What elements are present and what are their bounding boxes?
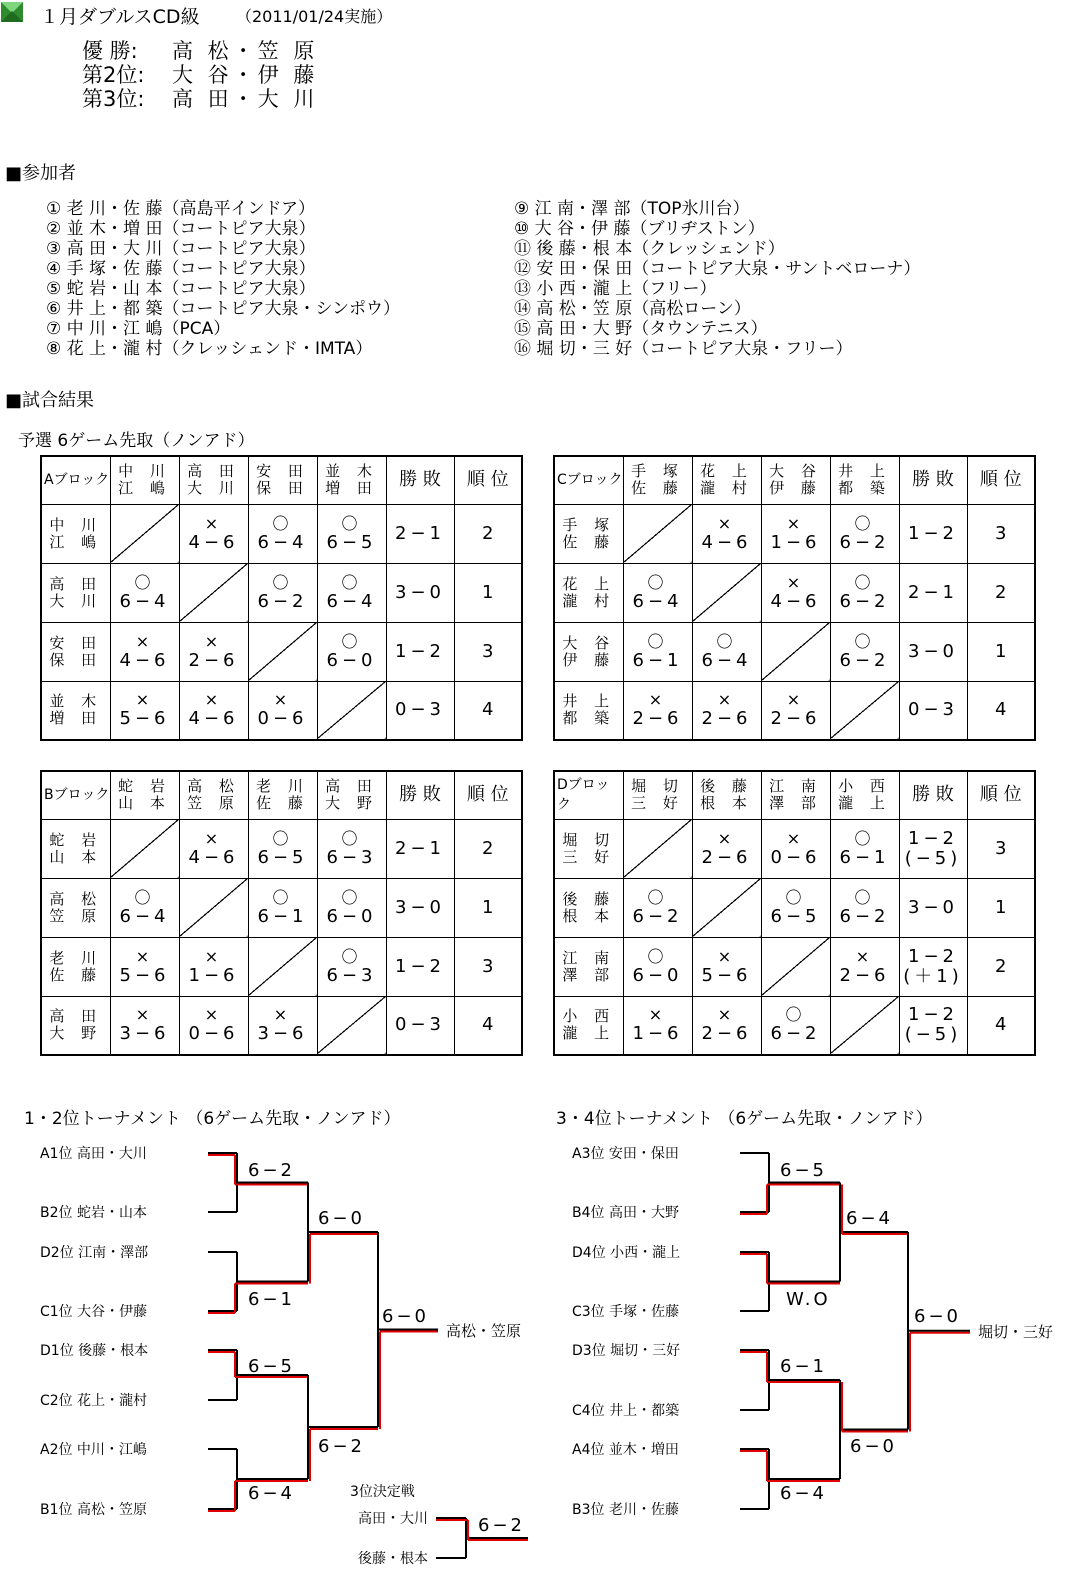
match-score: W.O (786, 1289, 831, 1310)
win-loss-value: 3−0 (908, 640, 958, 662)
match-score: 6−4 (846, 1208, 893, 1229)
event-date: （2011/01/24実施） (236, 7, 393, 26)
result-mark: 〇 (785, 1005, 806, 1025)
match-score: 6−0 (318, 1208, 365, 1229)
match-score: 6−5 (248, 1356, 295, 1377)
player-name: 後 藤 (700, 777, 753, 796)
win-loss-value: (−5) (904, 1024, 962, 1046)
win-loss-value: 2−1 (395, 837, 445, 859)
result-mark: × (786, 513, 805, 533)
player-name: 江 嶋 (49, 532, 103, 551)
result-mark: × (648, 690, 667, 710)
player-name: 小 西 (838, 777, 891, 796)
win-loss-value: (−5) (904, 847, 962, 869)
participant-entry: ⑯ 堀 切・三 好（コートピア大泉・フリー） (514, 339, 853, 359)
result-mark: × (717, 828, 736, 848)
player-name: 江 南 (769, 777, 822, 796)
result-score: 6−4 (701, 649, 752, 671)
match-score: 6−2 (318, 1436, 365, 1457)
result-score: 5−6 (119, 964, 170, 986)
result-score: 6−5 (257, 846, 308, 868)
result-score: 6−4 (119, 905, 170, 927)
player-name: 高 田 (49, 1007, 103, 1026)
result-mark: 〇 (341, 828, 362, 848)
result-mark: × (135, 946, 154, 966)
rank-value: 2 (967, 563, 1035, 622)
match-score: 6−5 (780, 1160, 827, 1181)
match-score: 6−4 (248, 1483, 295, 1504)
result-mark: × (204, 946, 223, 966)
player-name: 蛇 岩 (118, 777, 171, 796)
player-name: 大 野 (49, 1024, 103, 1043)
bracket-entry: C1位 大谷・伊藤 (40, 1304, 148, 1320)
player-name: 高 田 (49, 574, 103, 593)
player-name: 澤 部 (769, 794, 822, 813)
block-name: Cブロック (554, 456, 623, 504)
result-mark: 〇 (272, 513, 293, 533)
result-mark: × (273, 690, 292, 710)
player-name: 増 田 (49, 709, 103, 728)
result-mark: × (717, 946, 736, 966)
result-mark: × (204, 513, 223, 533)
result-mark: 〇 (647, 631, 668, 651)
standing-team: 高 田・大 川 (172, 87, 319, 111)
bracket-entry: B4位 高田・大野 (572, 1205, 679, 1221)
result-score: 6−1 (839, 846, 890, 868)
result-mark: 〇 (854, 572, 875, 592)
result-score: 0−6 (188, 1023, 239, 1045)
bracket-entry: A4位 並木・増田 (572, 1442, 679, 1458)
result-mark: 〇 (272, 887, 293, 907)
win-loss-value: 3−0 (395, 896, 445, 918)
result-mark: 〇 (647, 887, 668, 907)
bracket-entry: C4位 井上・都築 (572, 1403, 680, 1419)
rank-value: 3 (454, 622, 522, 681)
participant-entry: ⑥ 井 上・都 築（コートピア大泉・シンポウ） (46, 299, 401, 319)
participant-entry: ⑬ 小 西・瀧 上（フリー） (514, 279, 717, 299)
result-mark: 〇 (854, 513, 875, 533)
rank-value: 4 (454, 996, 522, 1055)
player-name: 瀧 村 (700, 479, 753, 498)
bracket-entry: B1位 高松・笠原 (40, 1502, 147, 1518)
bracket-entry: A3位 安田・保田 (572, 1146, 679, 1162)
player-name: 老 川 (256, 777, 309, 796)
result-score: 2−6 (770, 708, 821, 730)
bracket-entry: B2位 蛇岩・山本 (40, 1205, 147, 1221)
win-loss-value: 1−2 (908, 522, 958, 544)
match-score: 6−1 (780, 1356, 827, 1377)
rank-value: 1 (967, 622, 1035, 681)
result-mark: × (204, 828, 223, 848)
result-score: 6−0 (326, 905, 377, 927)
win-loss-value: 1−2 (908, 1004, 958, 1026)
results-heading: ■試合結果 (5, 390, 95, 411)
result-score: 5−6 (119, 708, 170, 730)
player-name: 井 上 (838, 462, 891, 481)
result-score: 5−6 (701, 964, 752, 986)
participant-entry: ⑭ 高 松・笠 原（高松ローン） (514, 299, 751, 319)
participant-entry: ⑤ 蛇 岩・山 本（コートピア大泉） (46, 279, 316, 299)
standing-rank: 第2位: (82, 63, 145, 87)
result-mark: 〇 (341, 631, 362, 651)
result-mark: × (204, 631, 223, 651)
win-loss-header: 勝 敗 (899, 771, 967, 819)
result-score: 6−2 (257, 590, 308, 612)
rank-value: 1 (454, 563, 522, 622)
player-name: 澤 部 (562, 965, 616, 984)
player-name: 後 藤 (562, 889, 616, 908)
match-score: 6−0 (382, 1306, 429, 1327)
player-name: 高 松 (187, 777, 240, 796)
rank-header: 順 位 (454, 771, 522, 819)
result-score: 6−2 (770, 1023, 821, 1045)
player-name: 小 西 (562, 1007, 616, 1026)
result-mark: 〇 (341, 572, 362, 592)
result-score: 6−4 (632, 590, 683, 612)
result-mark: 〇 (785, 887, 806, 907)
tournament-12-title: 1・2位トーナメント （6ゲーム先取・ノンアド） (24, 1109, 401, 1129)
result-mark: 〇 (854, 887, 875, 907)
result-score: 6−2 (839, 590, 890, 612)
champion-name: 堀切・三好 (978, 1322, 1054, 1341)
result-score: 0−6 (257, 708, 308, 730)
result-score: 3−6 (257, 1023, 308, 1045)
player-name: 保 田 (256, 479, 309, 498)
match-score: 6−0 (914, 1306, 961, 1327)
win-loss-value: 3−0 (395, 581, 445, 603)
result-mark: 〇 (647, 572, 668, 592)
rank-value: 3 (967, 504, 1035, 563)
participant-entry: ① 老 川・佐 藤（高島平インドア） (46, 199, 315, 219)
win-loss-value: 1−2 (908, 827, 958, 849)
player-name: 大 野 (325, 794, 378, 813)
result-mark: × (135, 1005, 154, 1025)
match-score: 6−1 (248, 1289, 295, 1310)
win-loss-value: (＋1) (903, 965, 963, 987)
standing-rank: 第3位: (82, 87, 145, 111)
result-score: 6−5 (770, 905, 821, 927)
participants-heading: ■参加者 (5, 163, 77, 184)
result-mark: 〇 (134, 887, 155, 907)
result-mark: × (135, 690, 154, 710)
player-name: 大 谷 (562, 633, 616, 652)
result-score: 2−6 (632, 708, 683, 730)
bracket-entry: C3位 手塚・佐藤 (572, 1304, 680, 1320)
rank-value: 2 (967, 937, 1035, 996)
bracket-entry: D1位 後藤・根本 (40, 1343, 149, 1359)
player-name: 大 川 (49, 591, 103, 610)
result-score: 1−6 (632, 1023, 683, 1045)
player-name: 都 築 (838, 479, 891, 498)
rank-value: 3 (967, 819, 1035, 878)
result-mark: × (855, 946, 874, 966)
player-name: 老 川 (49, 948, 103, 967)
player-name: 都 築 (562, 709, 616, 728)
bracket-entry: D3位 堀切・三好 (572, 1343, 681, 1359)
participant-entry: ④ 手 塚・佐 藤（コートピア大泉） (46, 259, 316, 279)
result-score: 6−2 (632, 905, 683, 927)
standing-team: 大 谷・伊 藤 (172, 63, 319, 87)
result-score: 4−6 (119, 649, 170, 671)
rank-header: 順 位 (454, 456, 522, 504)
player-name: 大 川 (187, 479, 240, 498)
win-loss-value: 1−2 (395, 955, 445, 977)
block-name: Bブロック (41, 771, 110, 819)
player-name: 江 南 (562, 948, 616, 967)
participant-entry: ⑨ 江 南・澤 部（TOP氷川台） (514, 199, 750, 219)
player-name: 伊 藤 (769, 479, 822, 498)
result-mark: × (204, 690, 223, 710)
result-score: 2−6 (701, 846, 752, 868)
result-score: 4−6 (701, 531, 752, 553)
result-mark: 〇 (341, 513, 362, 533)
result-score: 6−1 (257, 905, 308, 927)
result-score: 6−3 (326, 846, 377, 868)
bracket-entry: D4位 小西・瀧上 (572, 1245, 681, 1261)
win-loss-value: 0−3 (908, 699, 958, 721)
player-name: 堀 切 (562, 830, 616, 849)
bracket-entry: D2位 江南・澤部 (40, 1245, 149, 1261)
result-mark: 〇 (854, 828, 875, 848)
win-loss-value: 2−1 (908, 581, 958, 603)
player-name: 笠 原 (49, 906, 103, 925)
win-loss-value: 3−0 (908, 896, 958, 918)
player-name: 三 好 (562, 847, 616, 866)
win-loss-value: 0−3 (395, 699, 445, 721)
result-score: 6−4 (119, 590, 170, 612)
standing-rank: 優 勝: (82, 39, 138, 63)
third-place-team: 後藤・根本 (358, 1551, 428, 1567)
result-mark: 〇 (716, 631, 737, 651)
result-mark: × (135, 631, 154, 651)
player-name: 佐 藤 (49, 965, 103, 984)
result-score: 6−2 (839, 531, 890, 553)
result-score: 6−3 (326, 964, 377, 986)
player-name: 瀧 上 (562, 1024, 616, 1043)
player-name: 高 田 (325, 777, 378, 796)
result-mark: 〇 (341, 946, 362, 966)
prelim-heading: 予選 6ゲーム先取（ノンアド） (18, 431, 255, 451)
rank-header: 順 位 (967, 456, 1035, 504)
result-score: 6−0 (632, 964, 683, 986)
win-loss-header: 勝 敗 (899, 456, 967, 504)
player-name: 笠 原 (187, 794, 240, 813)
bracket-entry: A1位 高田・大川 (40, 1146, 147, 1162)
result-score: 1−6 (770, 531, 821, 553)
result-mark: × (717, 513, 736, 533)
result-mark: × (717, 1005, 736, 1025)
result-mark: 〇 (272, 572, 293, 592)
player-name: 堀 切 (631, 777, 684, 796)
player-name: 江 嶋 (118, 479, 171, 498)
third-place-team: 高田・大川 (358, 1511, 428, 1527)
result-score: 4−6 (188, 531, 239, 553)
win-loss-header: 勝 敗 (386, 456, 454, 504)
tournament-34-title: 3・4位トーナメント （6ゲーム先取・ノンアド） (556, 1109, 933, 1129)
win-loss-value: 1−2 (395, 640, 445, 662)
result-score: 6−2 (839, 649, 890, 671)
player-name: 高 松 (49, 889, 103, 908)
page-title: １月ダブルスCD級 (40, 6, 200, 28)
win-loss-value: 1−2 (908, 945, 958, 967)
result-mark: 〇 (647, 946, 668, 966)
player-name: 蛇 岩 (49, 830, 103, 849)
participant-entry: ⑫ 安 田・保 田（コートピア大泉・サントベローナ） (514, 259, 921, 279)
player-name: 佐 藤 (256, 794, 309, 813)
player-name: 並 木 (49, 692, 103, 711)
bracket-entry: B3位 老川・佐藤 (572, 1502, 679, 1518)
third-place-title: 3位決定戦 (350, 1484, 415, 1500)
player-name: 花 上 (562, 574, 616, 593)
player-name: 瀧 村 (562, 591, 616, 610)
result-score: 2−6 (188, 649, 239, 671)
player-name: 瀧 上 (838, 794, 891, 813)
player-name: 三 好 (631, 794, 684, 813)
result-mark: × (786, 572, 805, 592)
rank-value: 3 (454, 937, 522, 996)
result-score: 6−5 (326, 531, 377, 553)
result-mark: × (786, 690, 805, 710)
bracket-entry: C2位 花上・瀧村 (40, 1393, 148, 1409)
match-score: 6−0 (850, 1436, 897, 1457)
result-mark: 〇 (134, 572, 155, 592)
rank-value: 1 (454, 878, 522, 937)
bracket-entry: A2位 中川・江嶋 (40, 1442, 147, 1458)
player-name: 佐 藤 (562, 532, 616, 551)
result-score: 6−4 (326, 590, 377, 612)
rank-value: 4 (967, 996, 1035, 1055)
player-name: 安 田 (256, 462, 309, 481)
player-name: 山 本 (118, 794, 171, 813)
block-name: Aブロック (41, 456, 110, 504)
participant-entry: ⑩ 大 谷・伊 藤（ブリヂストン） (514, 219, 765, 239)
result-score: 1−6 (188, 964, 239, 986)
standing-team: 高 松・笠 原 (172, 39, 319, 63)
participant-entry: ⑪ 後 藤・根 本（クレッシェンド） (514, 239, 785, 259)
rank-value: 4 (967, 681, 1035, 740)
player-name: 手 塚 (562, 515, 616, 534)
champion-name: 高松・笠原 (446, 1321, 522, 1340)
result-score: 2−6 (701, 708, 752, 730)
result-score: 3−6 (119, 1023, 170, 1045)
result-score: 0−6 (770, 846, 821, 868)
win-loss-value: 2−1 (395, 522, 445, 544)
result-mark: × (786, 828, 805, 848)
player-name: 保 田 (49, 650, 103, 669)
participant-entry: ⑧ 花 上・瀧 村（クレッシェンド・IMTA） (46, 339, 373, 359)
participant-entry: ② 並 木・増 田（コートピア大泉） (46, 219, 316, 239)
result-score: 4−6 (188, 708, 239, 730)
result-score: 4−6 (188, 846, 239, 868)
participant-entry: ③ 高 田・大 川（コートピア大泉） (46, 239, 316, 259)
result-score: 6−2 (839, 905, 890, 927)
player-name: 中 川 (49, 515, 103, 534)
rank-value: 4 (454, 681, 522, 740)
player-name: 花 上 (700, 462, 753, 481)
result-score: 6−1 (632, 649, 683, 671)
player-name: 増 田 (325, 479, 378, 498)
player-name: 佐 藤 (631, 479, 684, 498)
player-name: 中 川 (118, 462, 171, 481)
result-mark: × (717, 690, 736, 710)
player-name: 根 本 (562, 906, 616, 925)
player-name: 井 上 (562, 692, 616, 711)
participant-entry: ⑦ 中 川・江 嶋（PCA） (46, 319, 231, 339)
result-score: 6−0 (326, 649, 377, 671)
result-mark: 〇 (854, 631, 875, 651)
block-name: Dブロック (554, 771, 623, 819)
rank-header: 順 位 (967, 771, 1035, 819)
result-mark: × (648, 1005, 667, 1025)
player-name: 高 田 (187, 462, 240, 481)
match-score: 6−2 (248, 1160, 295, 1181)
player-name: 山 本 (49, 847, 103, 866)
player-name: 手 塚 (631, 462, 684, 481)
result-score: 2−6 (701, 1023, 752, 1045)
win-loss-header: 勝 敗 (386, 771, 454, 819)
rank-value: 2 (454, 819, 522, 878)
rank-value: 1 (967, 878, 1035, 937)
result-score: 2−6 (839, 964, 890, 986)
result-mark: 〇 (272, 828, 293, 848)
result-mark: × (273, 1005, 292, 1025)
player-name: 並 木 (325, 462, 378, 481)
player-name: 大 谷 (769, 462, 822, 481)
player-name: 根 本 (700, 794, 753, 813)
match-score: 6−4 (780, 1483, 827, 1504)
result-score: 4−6 (770, 590, 821, 612)
result-mark: × (204, 1005, 223, 1025)
rank-value: 2 (454, 504, 522, 563)
win-loss-value: 0−3 (395, 1014, 445, 1036)
player-name: 安 田 (49, 633, 103, 652)
third-place-score: 6−2 (478, 1515, 525, 1536)
participant-entry: ⑮ 高 田・大 野（タウンテニス） (514, 319, 768, 339)
result-mark: 〇 (341, 887, 362, 907)
result-score: 6−4 (257, 531, 308, 553)
player-name: 伊 藤 (562, 650, 616, 669)
